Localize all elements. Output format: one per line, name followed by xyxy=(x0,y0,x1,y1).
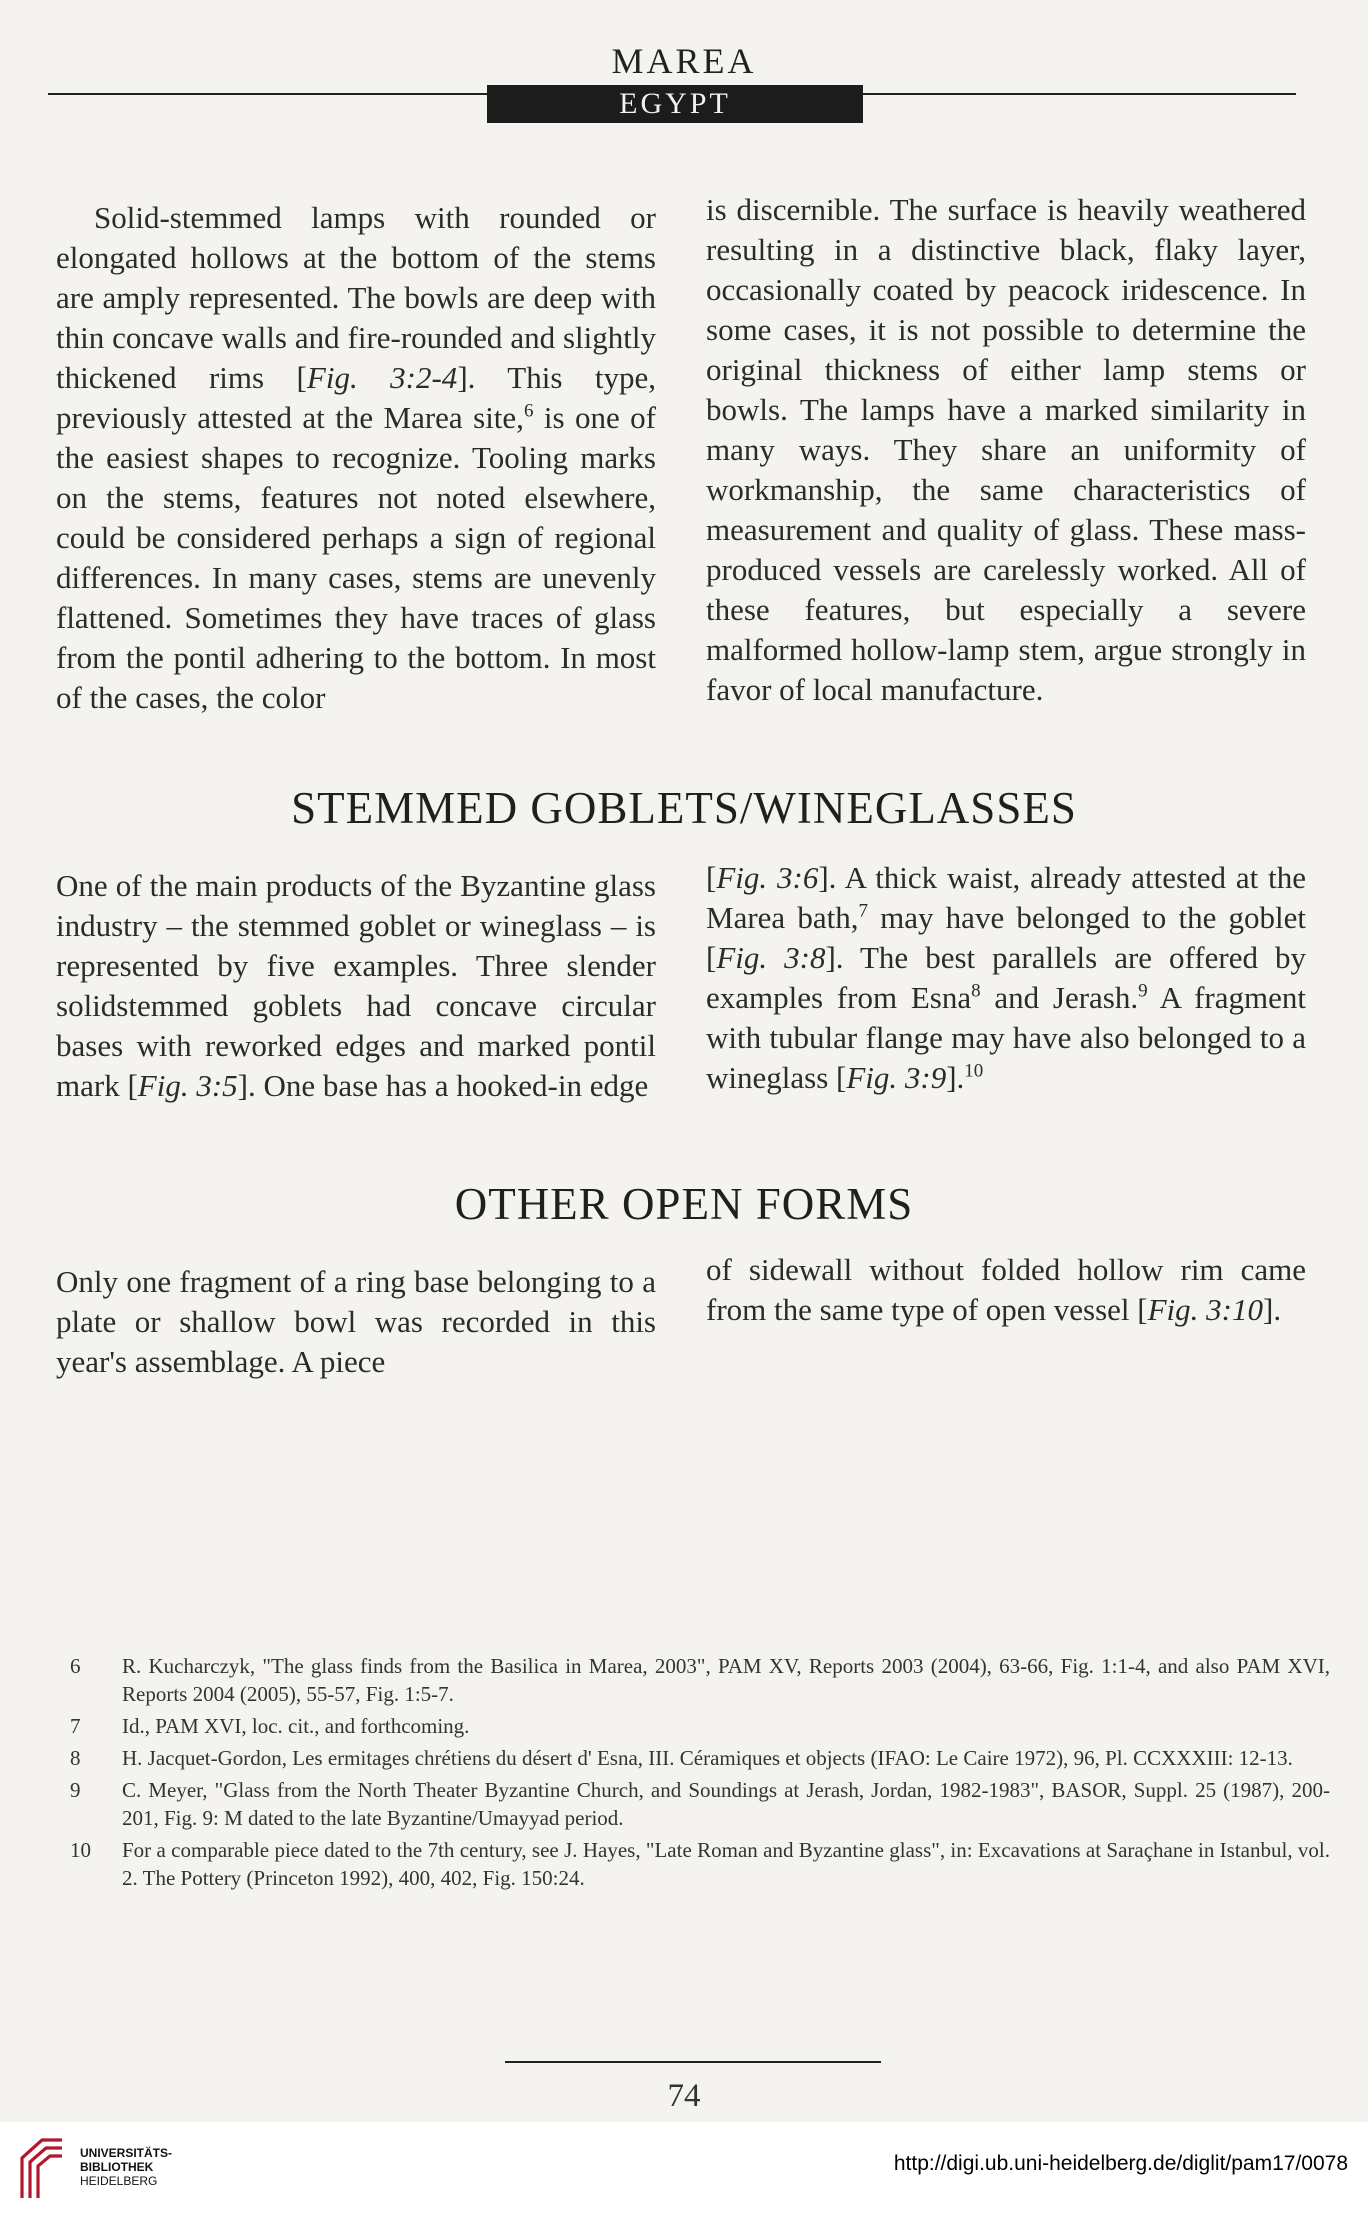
footnote xyxy=(70,1776,1330,1832)
figure-ref: Fig. 3:9 xyxy=(846,1060,947,1095)
open-forms-right-text-b: ]. xyxy=(1263,1292,1282,1327)
library-footer xyxy=(0,2122,1368,2215)
section-band-label: EGYPT xyxy=(487,85,863,123)
intro-right-text: is discernible. The surface is heavily weathered resulting in a distinctive black, flaky layer, occasionally coated by peacock iridescence. In some cases, it is not possible to determine the original thickness of either lamp stems or bowls. The lamps have a marked similarity in many ways. They share an uniformity of workmanship, the same characteristics of measurement and quality of glass. These mass-produced vessels are carelessly worked. All of these features, but especially a severe malformed hollow-lamp stem, argue strongly in favor of local manufacture. xyxy=(706,192,1306,707)
footnote-number: 7 xyxy=(70,1714,81,1738)
footnote xyxy=(70,1744,1330,1772)
goblets-right-text-a: [ xyxy=(706,860,717,895)
footnotes xyxy=(70,1652,1330,1896)
footnote-ref: 9 xyxy=(1138,980,1148,1002)
footnote xyxy=(70,1712,1330,1740)
library-name-line: UNIVERSITÄTS- xyxy=(80,2146,173,2160)
footnote xyxy=(70,1836,1330,1892)
goblets-right-text-f: A fragment with tubular flange may have also belonged to a wineglass [ xyxy=(706,980,1306,1095)
source-url-link[interactable]: http://digi.ub.uni-heidelberg.de/diglit/pam17/0078 xyxy=(893,2152,1348,2175)
intro-left-text-b: ]. This type, previously attested at the Marea site, xyxy=(56,360,656,435)
figure-ref: Fig. 3:8 xyxy=(716,940,826,975)
open-forms-right-paragraph xyxy=(706,1250,1306,1330)
footnote-ref: 7 xyxy=(858,900,868,922)
intro-right-paragraph xyxy=(706,190,1306,710)
footnote-ref: 10 xyxy=(964,1060,984,1082)
goblets-right-text-e: and Jerash. xyxy=(980,980,1139,1015)
intro-left-text-c: is one of the easiest shapes to recognize. Tooling marks on the stems, features not noted elsewhere, could be considered perhaps a sign of regional differences. In many cases, stems are unevenly flattened. Sometimes they have traces of glass from the pontil adhering to the bottom. In most of the cases, the color xyxy=(56,400,656,715)
goblets-right-text-b: ]. A thick waist, already attested at the Marea bath, xyxy=(706,860,1306,935)
goblets-left-text-a: One of the main products of the Byzantine glass industry – the stemmed goblet or wineglass – is represented by five examples. Three slender solidstemmed goblets had concave circular bases with reworked edges and marked pontil mark [ xyxy=(56,868,656,1103)
footnote-ref: 6 xyxy=(523,400,534,422)
goblets-left-text-b: ]. One base has a hooked-in edge xyxy=(237,1068,649,1103)
library-name xyxy=(80,2146,172,2188)
figure-ref: Fig. 3:5 xyxy=(137,1068,238,1103)
library-logo-icon xyxy=(18,2134,70,2200)
footnote-number: 6 xyxy=(70,1654,81,1678)
figure-ref: Fig. 3:2-4 xyxy=(306,360,458,395)
footnote-text: R. Kucharczyk, "The glass finds from the Basilica in Marea, 2003", PAM XV, Reports 2003 (2004), 63-66, Fig. 1:1-4, and also PAM XVI, Reports 2004 (2005), 55-57, Fig. 1:5-7. xyxy=(122,1654,1330,1706)
section-heading-open-forms: OTHER OPEN FORMS xyxy=(454,1179,914,1229)
library-name-line: HEIDELBERG xyxy=(80,2174,158,2188)
footnote-text: For a comparable piece dated to the 7th century, see J. Hayes, "Late Roman and Byzantine glass", in: Excavations at Saraçhane in Istanbul, vol. 2. The Pottery (Princeton 1992), 400, 402, Fig. 150:24. xyxy=(122,1838,1330,1890)
goblets-right-text-c: may have belonged to the goblet [ xyxy=(706,900,1306,975)
footnote-number: 9 xyxy=(70,1778,81,1802)
footnote xyxy=(70,1652,1330,1708)
footnote-text: Id., PAM XVI, loc. cit., and forthcoming. xyxy=(122,1714,470,1738)
section-heading-goblets: STEMMED GOBLETS/WINEGLASSES xyxy=(291,783,1077,833)
library-name-line: BIBLIOTHEK xyxy=(80,2160,154,2174)
goblets-right-text-g: ]. xyxy=(946,1060,965,1095)
goblets-left-paragraph xyxy=(56,866,656,1106)
footnote-text: H. Jacquet-Gordon, Les ermitages chrétiens du désert d' Esna, III. Céramiques et objects (IFAO: Le Caire 1972), 96, Pl. CCXXXIII: 12-13. xyxy=(122,1746,1293,1770)
page-number: 74 xyxy=(667,2078,701,2114)
intro-left-text-a: Solid-stemmed lamps with rounded or elongated hollows at the bottom of the stems are amply represented. The bowls are deep with thin concave walls and fire-rounded and slightly thickened rims [ xyxy=(56,200,656,395)
footer-rule xyxy=(505,2061,881,2063)
figure-ref: Fig. 3:10 xyxy=(1147,1292,1263,1327)
intro-left-paragraph xyxy=(56,198,656,718)
footnote-number: 8 xyxy=(70,1746,81,1770)
open-forms-left-text: Only one fragment of a ring base belonging to a plate or shallow bowl was recorded in this year's assemblage. A piece xyxy=(56,1264,656,1379)
footnote-ref: 8 xyxy=(971,980,981,1002)
open-forms-left-paragraph xyxy=(56,1262,656,1382)
footnote-number: 10 xyxy=(70,1838,91,1862)
goblets-right-text-d: ]. The best parallels are offered by examples from Esna xyxy=(706,940,1306,1015)
goblets-right-paragraph xyxy=(706,858,1306,1098)
figure-ref: Fig. 3:6 xyxy=(716,860,819,895)
footnote-text: C. Meyer, "Glass from the North Theater Byzantine Church, and Soundings at Jerash, Jordan, 1982-1983", BASOR, Suppl. 25 (1987), 200-201, Fig. 9: M dated to the late Byzantine/Umayyad period. xyxy=(122,1778,1330,1830)
open-forms-right-text-a: of sidewall without folded hollow rim came from the same type of open vessel [ xyxy=(706,1252,1306,1327)
running-title: MAREA xyxy=(611,41,757,81)
